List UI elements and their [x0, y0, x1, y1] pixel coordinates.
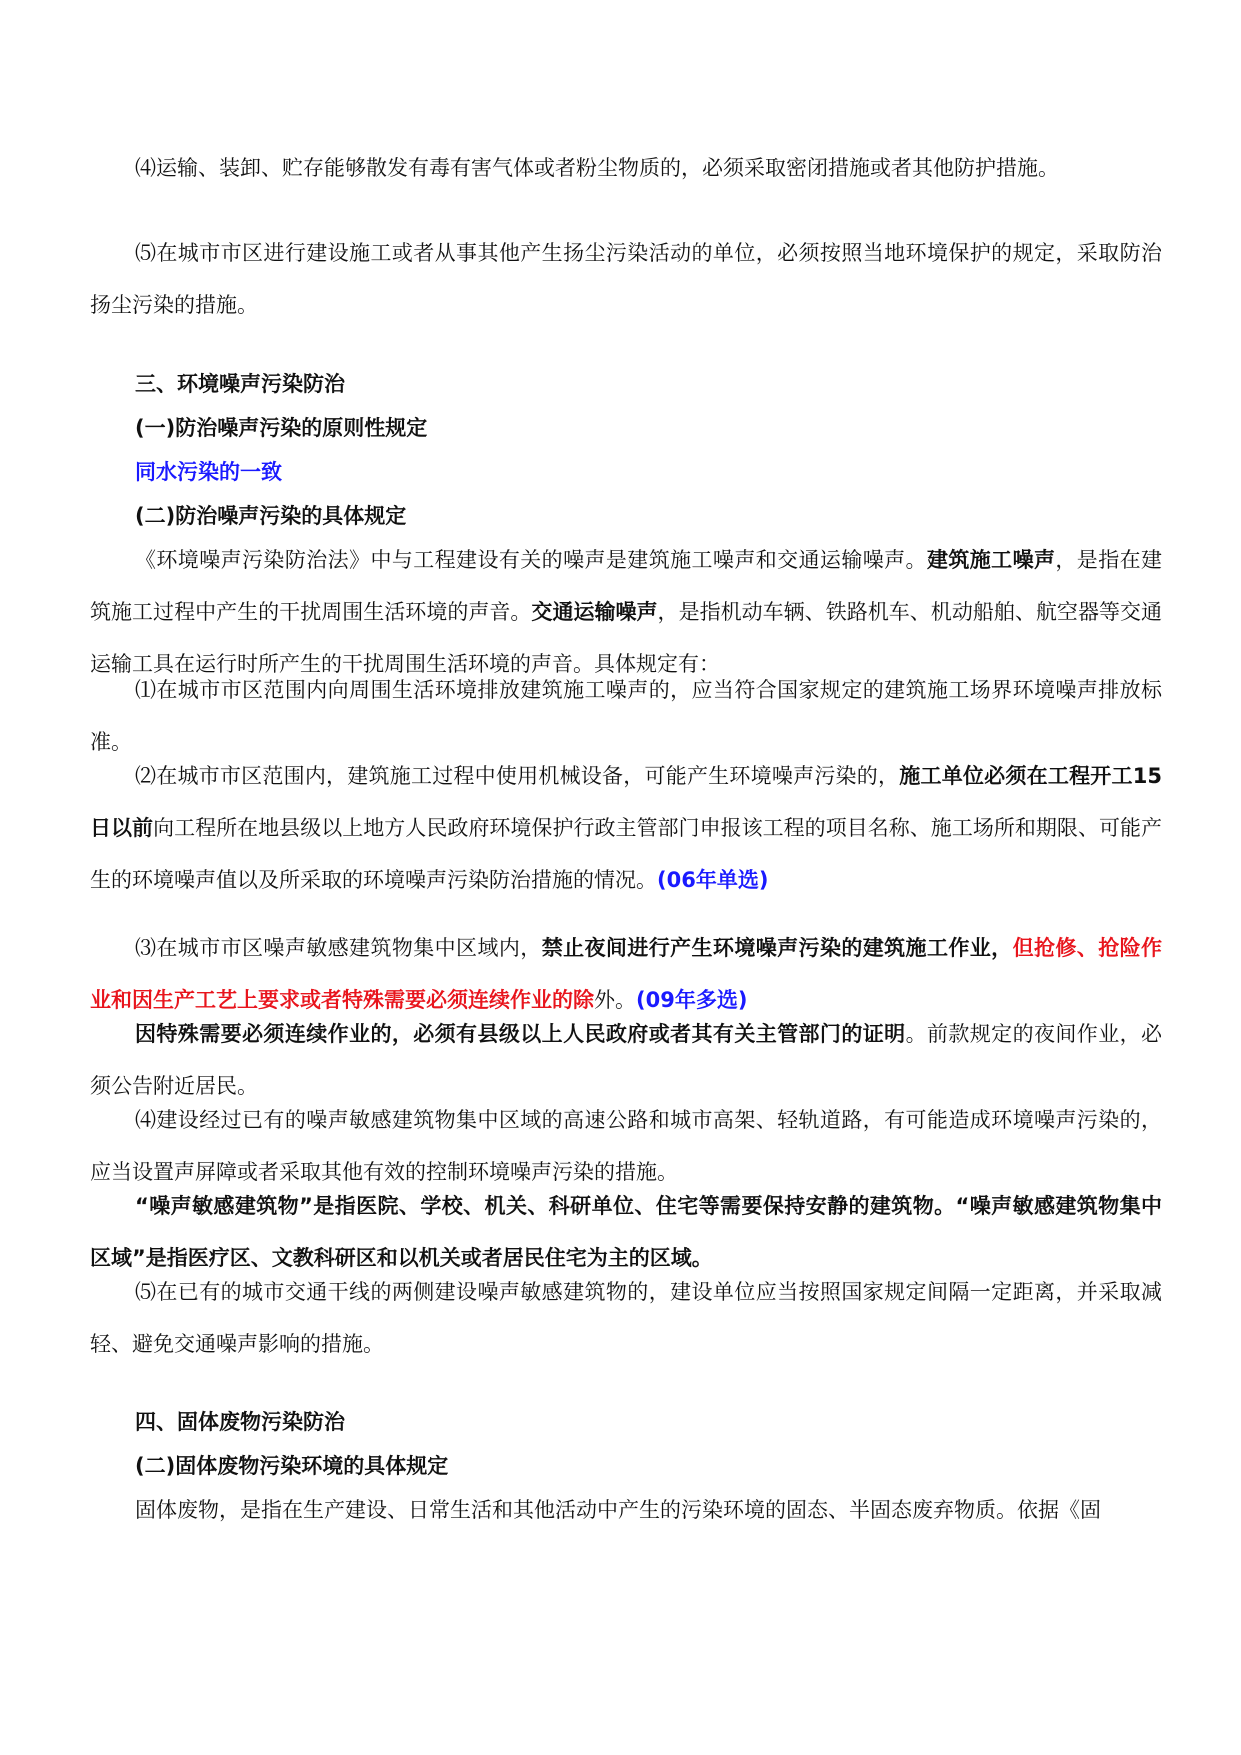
term-construction-noise: 建筑施工噪声	[926, 548, 1056, 572]
subsection-4-2-heading: (二)固体废物污染环境的具体规定	[135, 1454, 449, 1478]
item2-text-2: 向工程所在地县级以上地方人民政府环境保护行政主管部门申报该工程的项目名称、施工场所和期限、可能产生的环境噪声值以及所采取的环境噪声污染防治措施的情况。	[90, 816, 1162, 892]
noise-item-5: ⑸在已有的城市交通干线的两侧建设噪声敏感建筑物的，建设单位应当按照国家规定间隔一定距离，并采取减轻、避免交通噪声影响的措施。	[90, 1280, 1162, 1356]
item3-text-1: ⑶在城市市区噪声敏感建筑物集中区域内，	[135, 936, 542, 960]
section-3-heading: 三、环境噪声污染防治	[135, 372, 345, 396]
noise-item-4: ⑷建设经过已有的噪声敏感建筑物集中区域的高速公路和城市高架、轻轨道路，有可能造成环境噪声污染的，应当设置声屏障或者采取其他有效的控制环境噪声污染的措施。	[90, 1108, 1162, 1184]
item3-text-2: 外。	[594, 988, 636, 1012]
term-traffic-noise: 交通运输噪声	[531, 600, 658, 624]
air-item-5: ⑸在城市市区进行建设施工或者从事其他产生扬尘污染活动的单位，必须按照当地环境保护的规定，采取防治扬尘污染的措施。	[90, 241, 1162, 317]
subsection-3-2-heading: (二)防治噪声污染的具体规定	[135, 504, 407, 528]
intro-text-2: ，是指在建筑施工过程中产生的干扰周围生活环境的声音。	[90, 548, 1163, 624]
item3-exception: 但抢修、抢险作业和因生产工艺上要求或者特殊需要必须连续作业的除	[90, 936, 1163, 1012]
item3-cont-bold: 因特殊需要必须连续作业的，必须有县级以上人民政府或者其有关主管部门的证明	[135, 1022, 906, 1046]
noise-sensitive-definition: “噪声敏感建筑物”是指医院、学校、机关、科研单位、住宅等需要保持安静的建筑物。“噪声敏感建筑物集中区域”是指医疗区、文教科研区和以机关或者居民住宅为主的区域。	[90, 1194, 1162, 1270]
exam-tag-2006: (06年单选)	[657, 868, 769, 892]
noise-item-1: ⑴在城市市区范围内向周围生活环境排放建筑施工噪声的，应当符合国家规定的建筑施工场界环境噪声排放标准。	[90, 678, 1162, 754]
exam-tag-2009: (09年多选)	[636, 988, 748, 1012]
subsection-3-1-note: 同水污染的一致	[135, 460, 282, 484]
air-item-4: ⑷运输、装卸、贮存能够散发有毒有害气体或者粉尘物质的，必须采取密闭措施或者其他防护措施。	[135, 156, 1059, 180]
item3-cont-text: 。前款规定的夜间作业，必须公告附近居民。	[90, 1022, 1163, 1098]
solid-waste-intro: 固体废物，是指在生产建设、日常生活和其他活动中产生的污染环境的固态、半固态废弃物质。依据《固	[135, 1498, 1101, 1522]
intro-text-3: ，是指机动车辆、铁路机车、机动船舶、航空器等交通运输工具在运行时所产生的干扰周围生活环境的声音。具体规定有：	[90, 600, 1163, 676]
item2-text-1: ⑵在城市市区范围内，建筑施工过程中使用机械设备，可能产生环境噪声污染的，	[135, 764, 900, 788]
item3-bold: 禁止夜间进行产生环境噪声污染的建筑施工作业，	[541, 936, 1013, 960]
intro-text-1: 《环境噪声污染防治法》中与工程建设有关的噪声是建筑施工噪声和交通运输噪声。	[135, 548, 927, 572]
noise-item-2	[90, 750, 1162, 906]
section-4-heading: 四、固体废物污染防治	[135, 1410, 345, 1434]
item2-bold: 施工单位必须在工程开工15日以前	[90, 764, 1162, 840]
subsection-3-1-heading: (一)防治噪声污染的原则性规定	[135, 416, 428, 440]
